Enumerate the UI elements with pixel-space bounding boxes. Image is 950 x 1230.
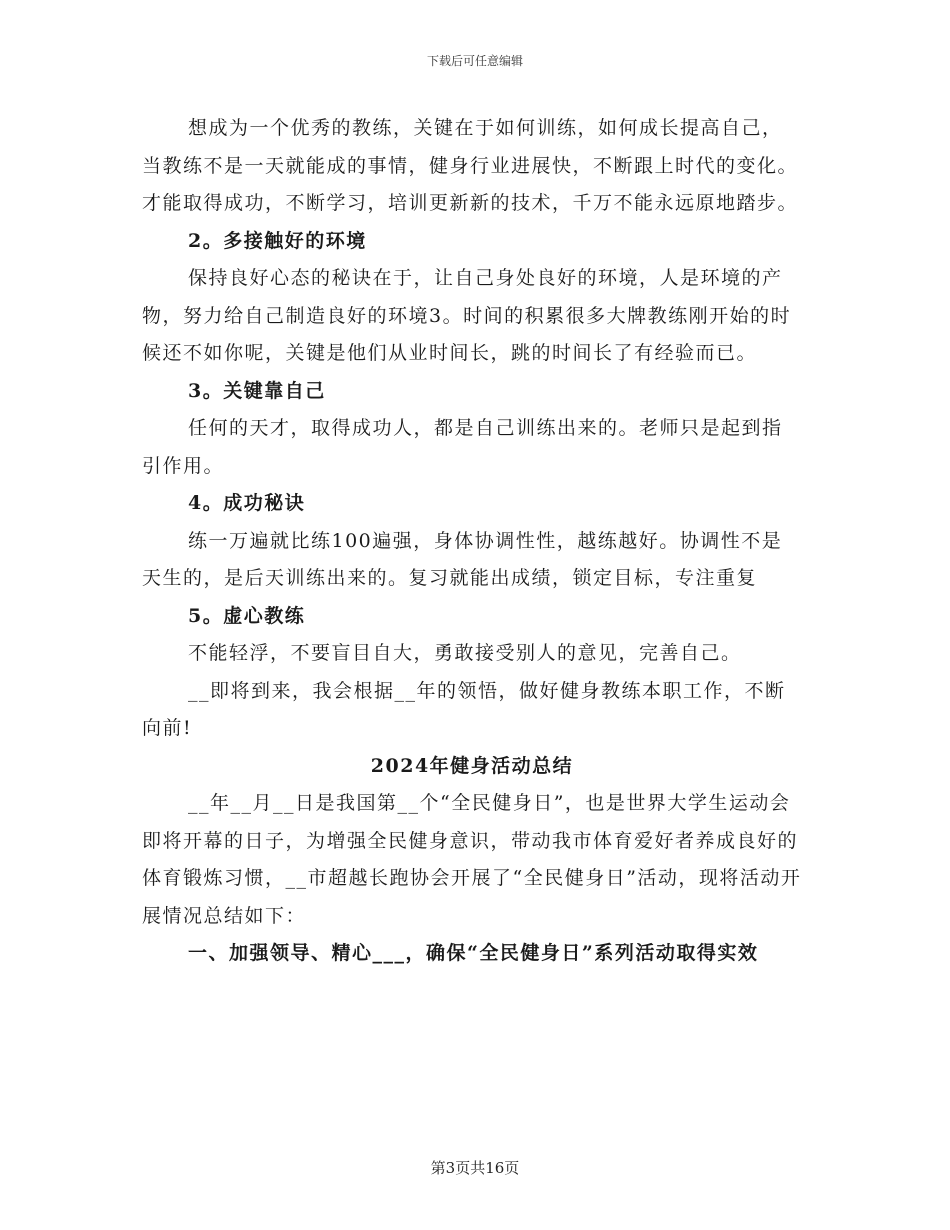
page-header: 下载后可任意编辑 — [426, 54, 523, 68]
paragraph-outlook: __即将到来，我会根据__年的领悟，做好健身教练本职工作，不断向前! — [142, 679, 786, 739]
page-footer: 第3页共16页 — [430, 1159, 520, 1177]
heading-humble-coach: 5。虚心教练 — [188, 604, 306, 627]
heading-self-reliance: 3。关键靠自己 — [188, 379, 326, 402]
section-title: 2024年健身活动总结 — [370, 754, 574, 777]
paragraph-success-secret: 练一万遍就比练100遍强，身体协调性性，越练越好。协调性不是天生的，是后天训练出来的。复习就能出成绩，锁定目标，专注重复 — [142, 529, 783, 589]
paragraph-humble-coach: 不能轻浮，不要盲目自大，勇敢接受别人的意见，完善自己。 — [188, 642, 742, 664]
heading-environment: 2。多接触好的环境 — [188, 229, 367, 252]
document-body — [142, 110, 802, 973]
paragraph-coach-growth: 想成为一个优秀的教练，关键在于如何训练，如何成长提高自己，当教练不是一天就能成的事情，健身行业进展快，不断跟上时代的变化。才能取得成功，不断学习，培训更新新的技术，千万不能永远原地踏步。 — [142, 117, 799, 214]
heading-success-secret: 4。成功秘诀 — [188, 492, 306, 514]
heading-leadership: 一、加强领导、精心___，确保“全民健身日”系列活动取得实效 — [188, 942, 759, 964]
paragraph-environment: 保持良好心态的秘诀在于，让自己身处良好的环境，人是环境的产物，努力给自己制造良好的环境3。时间的积累很多大牌教练刚开始的时候还不如你呢，关键是他们从业时间长，跳的时间长了有经验而已。 — [142, 267, 792, 364]
paragraph-self-reliance: 任何的天才，取得成功人，都是自己训练出来的。老师只是起到指引作用。 — [142, 417, 783, 477]
paragraph-fitness-day: __年__月__日是我国第__个“全民健身日”，也是世界大学生运动会即将开幕的日子，为增强全民健身意识，带动我市体育爱好者养成良好的体育锻炼习惯，__市超越长跑协会开展了“全民健身日”活动，现将活动开展情况总结如下： — [142, 792, 802, 927]
